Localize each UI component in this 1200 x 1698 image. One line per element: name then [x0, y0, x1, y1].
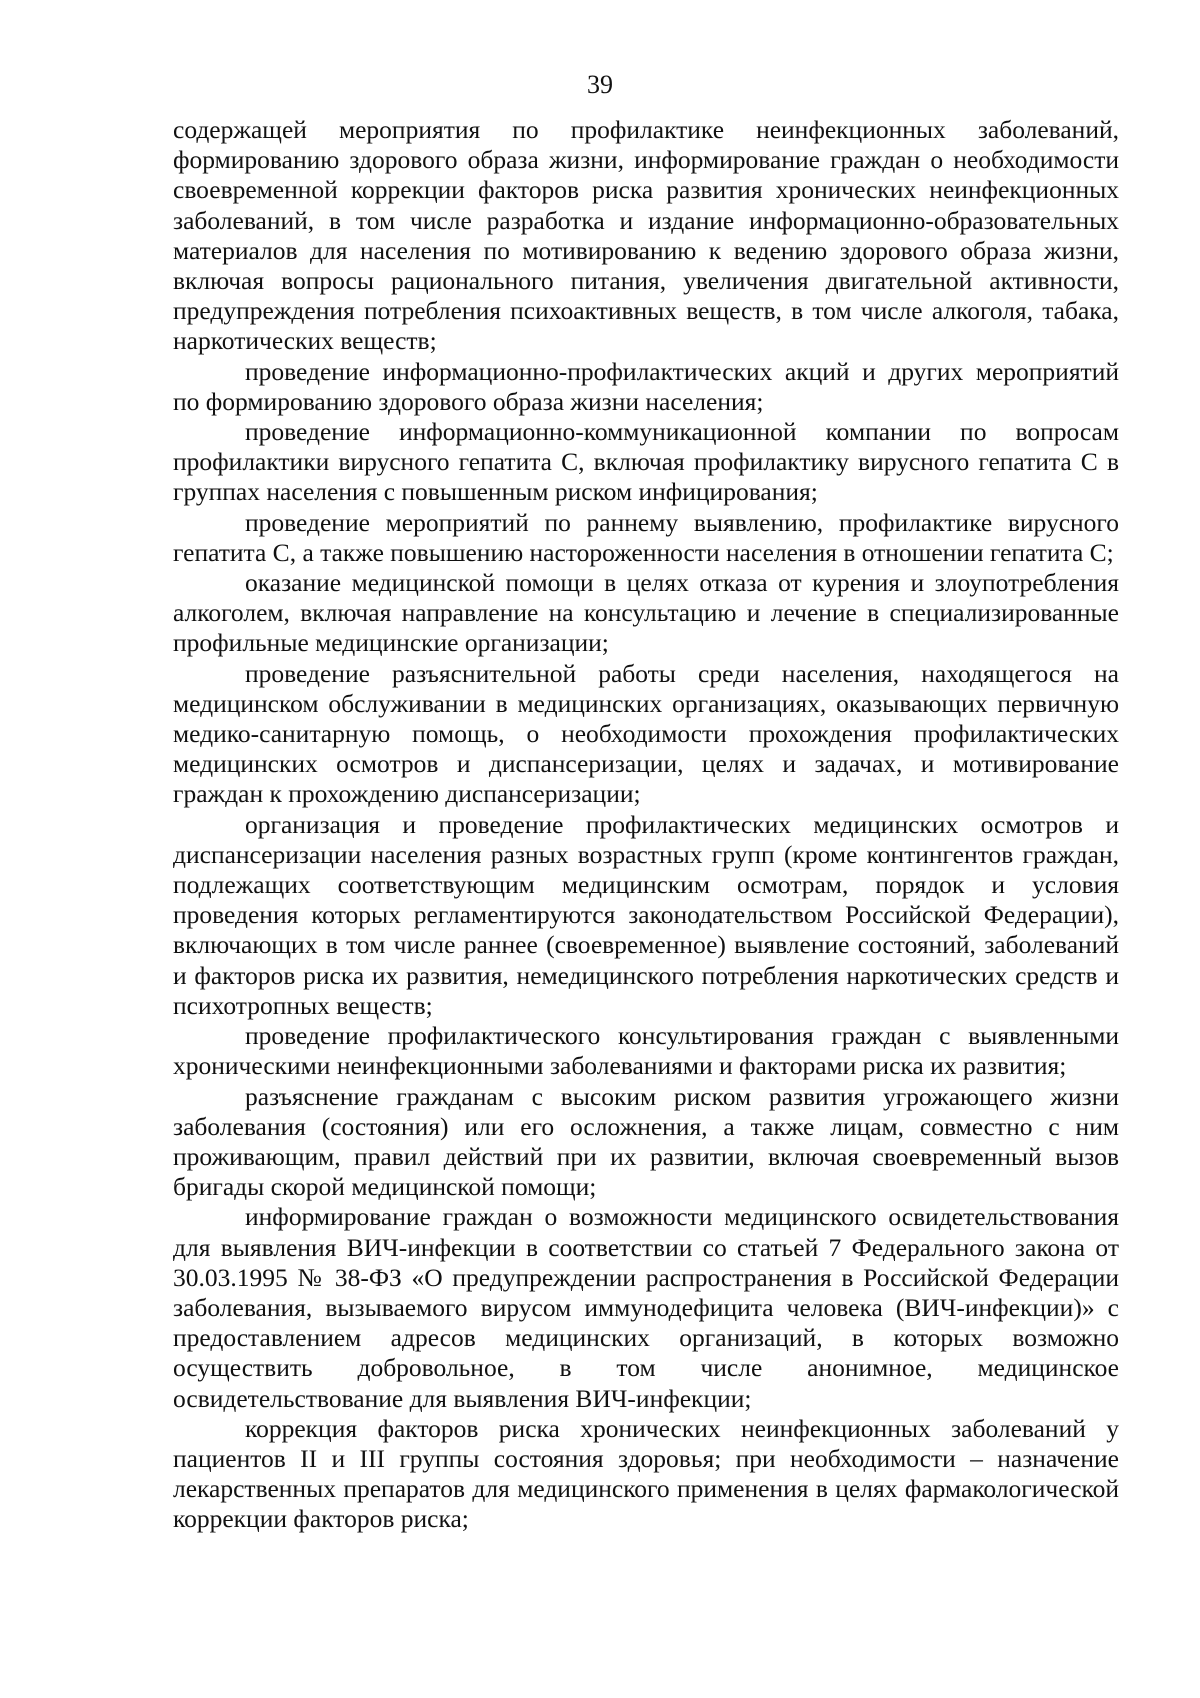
paragraph: информирование граждан о возможности медицинского освидетельствования для выявления ВИЧ-инфекции в соответствии со статьей 7 Федерального закона от 30.03.1995 № 38-ФЗ «О предупреждении распространения в Российской Федерации заболевания, вызываемого вирусом иммунодефицита человека (ВИЧ-инфекции)» с предоставлением адресов медицинских организаций, в которых возможно осуществить добровольное, в том числе анонимное, медицинское освидетельствование для выявления ВИЧ-инфекции;: [173, 1202, 1119, 1413]
paragraph: разъяснение гражданам с высоким риском развития угрожающего жизни заболевания (состояния) или его осложнения, а также лицам, совместно с ним проживающим, правил действий при их развитии, включая своевременный вызов бригады скорой медицинской помощи;: [173, 1081, 1119, 1202]
paragraph: проведение разъяснительной работы среди населения, находящегося на медицинском обслуживании в медицинских организациях, оказывающих первичную медико-санитарную помощь, о необходимости прохождения профилактических медицинских осмотров и диспансеризации, целях и задачах, и мотивирование граждан к прохождению диспансеризации;: [173, 658, 1119, 809]
document-body: [173, 115, 1119, 1535]
paragraph: оказание медицинской помощи в целях отказа от курения и злоупотребления алкоголем, включая направление на консультацию и лечение в специализированные профильные медицинские организации;: [173, 568, 1119, 658]
paragraph: коррекция факторов риска хронических неинфекционных заболеваний у пациентов II и III группы состояния здоровья; при необходимости – назначение лекарственных препаратов для медицинского применения в целях фармакологической коррекции факторов риска;: [173, 1413, 1119, 1534]
page-number: 39: [587, 70, 613, 99]
paragraph: проведение мероприятий по раннему выявлению, профилактике вирусного гепатита С, а также повышению настороженности населения в отношении гепатита С;: [173, 507, 1119, 567]
paragraph: проведение профилактического консультирования граждан с выявленными хроническими неинфекционными заболеваниями и факторами риска их развития;: [173, 1021, 1119, 1081]
paragraph-continuation: содержащей мероприятия по профилактике неинфекционных заболеваний, формированию здорового образа жизни, информирование граждан о необходимости своевременной коррекции факторов риска развития хронических неинфекционных заболеваний, в том числе разработка и издание информационно-образовательных материалов для населения по мотивированию к ведению здорового образа жизни, включая вопросы рационального питания, увеличения двигательной активности, предупреждения потребления психоактивных веществ, в том числе алкоголя, табака, наркотических веществ;: [173, 115, 1119, 356]
paragraph: организация и проведение профилактических медицинских осмотров и диспансеризации населения разных возрастных групп (кроме контингентов граждан, подлежащих соответствующим медицинским осмотрам, порядок и условия проведения которых регламентируются законодательством Российской Федерации), включающих в том числе раннее (своевременное) выявление состояний, заболеваний и факторов риска их развития, немедицинского потребления наркотических средств и психотропных веществ;: [173, 809, 1119, 1020]
paragraph: проведение информационно-коммуникационной компании по вопросам профилактики вирусного гепатита С, включая профилактику вирусного гепатита С в группах населения с повышенным риском инфицирования;: [173, 417, 1119, 507]
paragraph: проведение информационно-профилактических акций и других мероприятий по формированию здорового образа жизни населения;: [173, 356, 1119, 416]
